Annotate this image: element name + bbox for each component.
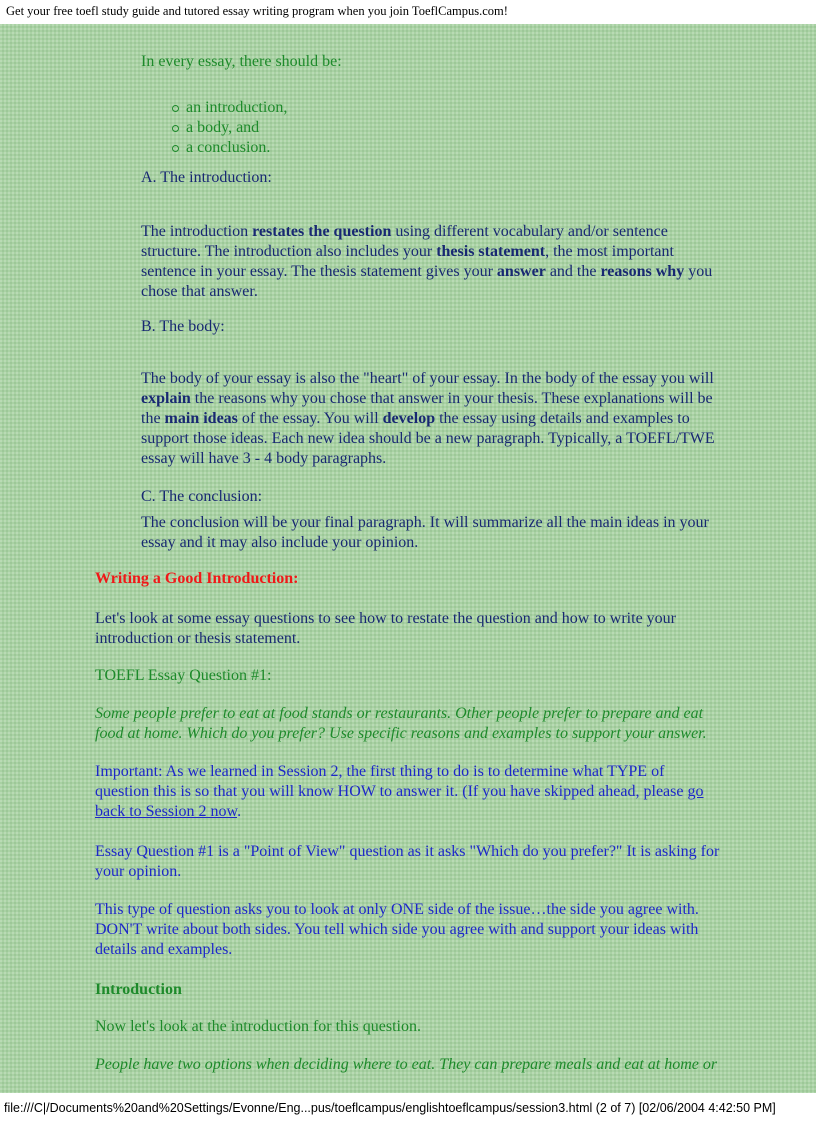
- good-intro-paragraph: Let's look at some essay questions to see how to restate the question and how to write your introduction or thesis statement.: [95, 610, 676, 647]
- good-intro-heading: Writing a Good Introduction:: [95, 570, 299, 587]
- section-a-paragraph: The introduction restates the question using different vocabulary and/or sentence structure. The introduction also includes your thesis statement, the most important sentence in your essay. The thesis statement gives your answer and the reasons why you chose that answer.: [141, 223, 713, 300]
- footer-text: file:///C|/Documents%20and%20Settings/Evonne/Eng...pus/toeflcampus/englishtoeflcampus/session3.html (2 of 7) [02/06/2004 4:42:50 PM]: [4, 1101, 776, 1115]
- section-c-paragraph: The conclusion will be your final paragraph. It will summarize all the main ideas in your essay and it may also include your opinion.: [141, 514, 709, 551]
- point-of-view-paragraph: Essay Question #1 is a "Point of View" question as it asks "Which do you prefer?" It is asking for your opinion.: [95, 843, 720, 880]
- page-content: [0, 24, 816, 1093]
- question1-text: Some people prefer to eat at food stands or restaurants. Other people prefer to prepare and eat food at home. Which do you prefer? Use specific reasons and examples to support your answer.: [95, 705, 707, 742]
- section-c-heading: C. The conclusion:: [141, 488, 263, 505]
- file-path-footer: [0, 1093, 816, 1123]
- list-item: a conclusion.: [141, 138, 721, 158]
- introduction-example: People have two options when deciding where to eat. They can prepare meals and eat at home or: [95, 1056, 718, 1073]
- section-b-heading: B. The body:: [141, 318, 225, 335]
- section-a-heading: A. The introduction:: [141, 169, 272, 186]
- list-item: a body, and: [141, 118, 721, 138]
- session2-link[interactable]: go back to Session 2 now: [95, 783, 704, 820]
- question1-label: TOEFL Essay Question #1:: [95, 667, 272, 684]
- important-paragraph: Important: As we learned in Session 2, the first thing to do is to determine what TYPE of question this is so that you will know HOW to answer it. (If you have skipped ahead, please go back to Session 2 now.: [95, 763, 704, 820]
- section-b-paragraph: The body of your essay is also the "heart" of your essay. In the body of the essay you will explain the reasons why you chose that answer in your thesis. These explanations will be the main ideas of the essay. You will develop the essay using details and examples to support those ideas. Each new idea should be a new paragraph. Typically, a TOEFL/TWE essay will have 3 - 4 body paragraphs.: [141, 370, 715, 467]
- introduction-lead: Now let's look at the introduction for this question.: [95, 1018, 421, 1035]
- one-side-paragraph: This type of question asks you to look at only ONE side of the issue…the side you agree with. DON'T write about both sides. You tell which side you agree with and support your ideas with details and examples.: [95, 901, 699, 958]
- essay-parts-list: [141, 98, 721, 158]
- browser-header: [0, 0, 816, 24]
- essay-parts-intro: In every essay, there should be:: [141, 53, 342, 70]
- introduction-heading: Introduction: [95, 981, 182, 998]
- header-text: Get your free toefl study guide and tutored essay writing program when you join ToeflCampus.com!: [6, 4, 508, 18]
- list-item: an introduction,: [141, 98, 721, 118]
